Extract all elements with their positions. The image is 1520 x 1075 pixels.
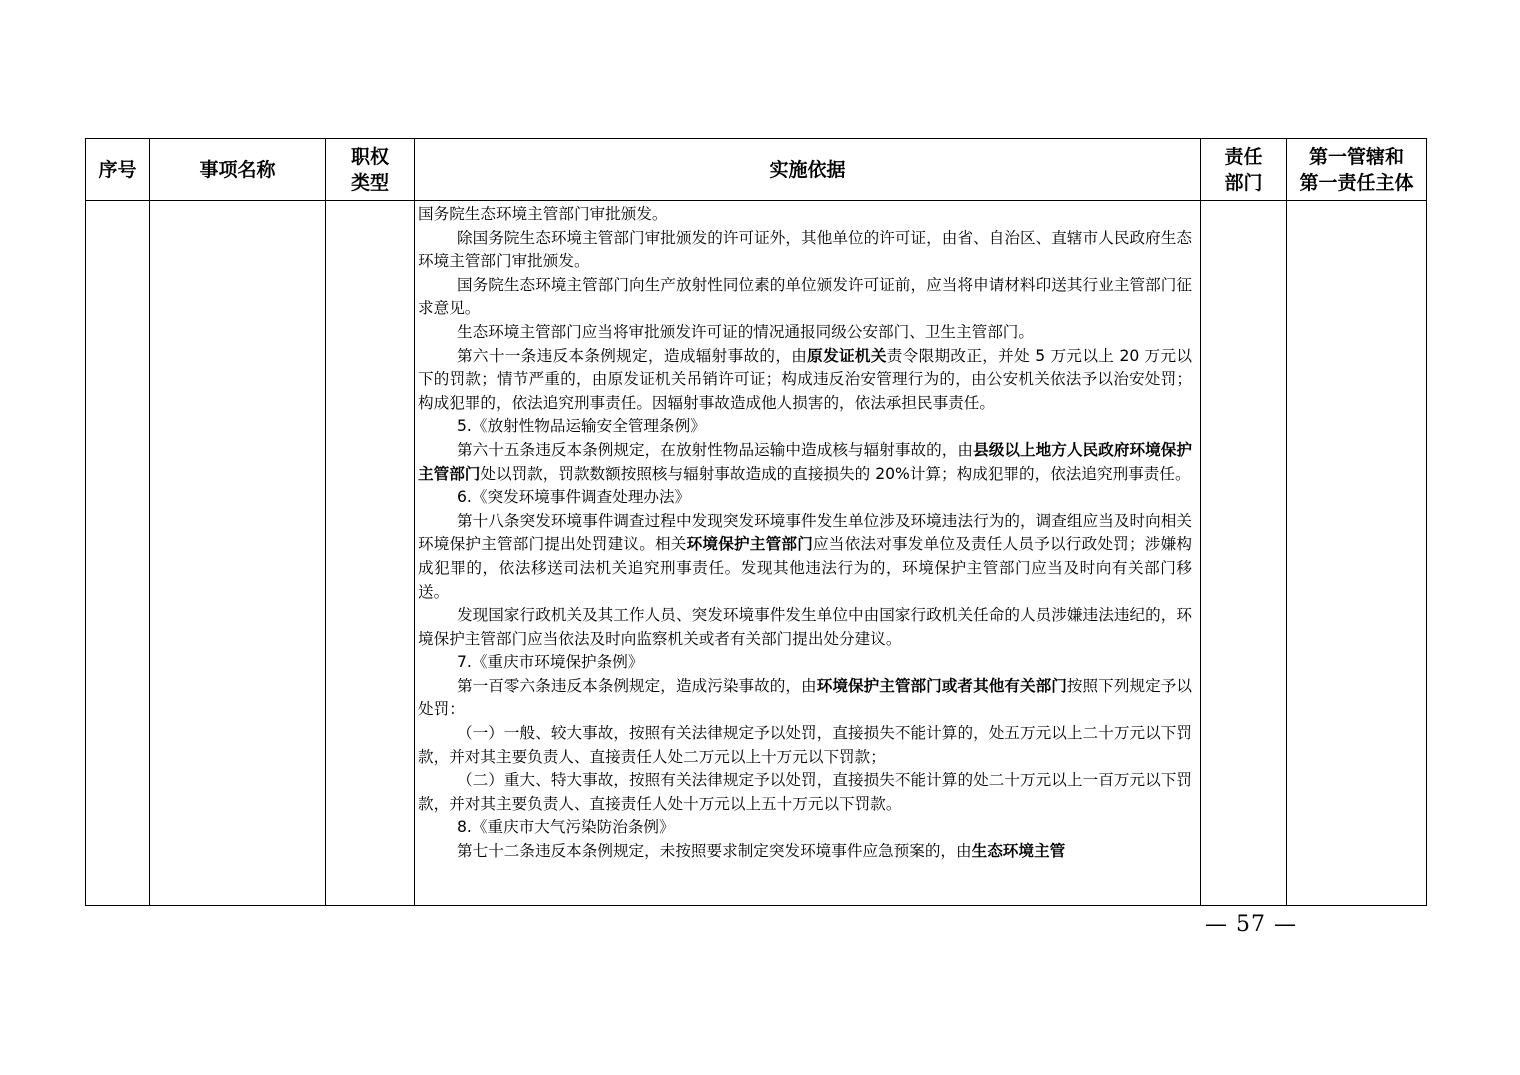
- basis-paragraph: 除国务院生态环境主管部门审批颁发的许可证外，其他单位的许可证，由省、自治区、直辖市人民政府生态环境主管部门审批颁发。: [418, 228, 1192, 271]
- header-subject-line1: 第一管辖和: [1308, 145, 1404, 168]
- basis-paragraph: [418, 345, 1192, 416]
- basis-text: [415, 201, 1200, 904]
- basis-text-span: 应当依法对事发单位及责任人员予以行政处罚；涉嫌构成犯罪的，依法移送司法机关追究刑事责任。发现其他违法行为的，环境保护主管部门应当及时向有关部门移送。: [418, 535, 1192, 601]
- header-seq-label: 序号: [98, 158, 137, 181]
- table-header-row: [86, 139, 1427, 201]
- basis-regulation-title: 5.《放射性物品运输安全管理条例》: [457, 417, 706, 436]
- basis-paragraph: 国务院生态环境主管部门向生产放射性同位素的单位颁发许可证前，应当将申请材料印送其行业主管部门征求意见。: [418, 275, 1192, 318]
- header-basis-label: 实施依据: [769, 158, 846, 181]
- basis-paragraph: 发现国家行政机关及其工作人员、突发环境事件发生单位中由国家行政机关任命的人员涉嫌违法违纪的，环境保护主管部门应当依法及时向监察机关或者有关部门提出处分建议。: [418, 606, 1192, 648]
- basis-text-span: 处以罚款，罚款数额按照核与辐射事故造成的直接损失的 20%计算；构成犯罪的，依法追究刑事责任。: [480, 464, 1191, 483]
- basis-text-span: 第一百零六条违反本条例规定，造成污染事故的，由: [457, 676, 817, 695]
- basis-paragraph: [418, 840, 1192, 864]
- basis-bold-authority: 原发证机关: [807, 346, 887, 365]
- basis-text-span: 第十八条突发环境事件调查过程中发现突发环境事件发生单位涉及环境违法行为的，调查组应当及时向相关环境保护主管部门提出处罚建议。相关: [418, 511, 1192, 554]
- header-responsible-dept: [1201, 139, 1287, 201]
- header-power-type-line2: 类型: [350, 171, 389, 194]
- basis-paragraph: （一）一般、较大事故，按照有关法律规定予以处罚，直接损失不能计算的，处五万元以上二十万元以下罚款，并对其主要负责人、直接责任人处二万元以上十万元以下罚款；: [418, 724, 1192, 766]
- basis-paragraph: 生态环境主管部门应当将审批颁发许可证的情况通报同级公安部门、卫生主管部门。: [457, 322, 1034, 341]
- basis-paragraph: [418, 675, 1192, 722]
- header-first-subject: [1287, 139, 1427, 201]
- header-subject-line2: 第一责任主体: [1299, 171, 1414, 194]
- basis-text-span: 第七十二条违反本条例规定，未按照要求制定突发环境事件应急预案的，由: [457, 842, 972, 861]
- header-power-type-line1: 职权: [350, 145, 389, 168]
- basis-regulation-title: 8.《重庆市大气污染防治条例》: [457, 818, 675, 837]
- basis-paragraph: [418, 439, 1192, 486]
- page-number: — 57 —: [1205, 912, 1297, 937]
- basis-text-span: 第六十五条违反本条例规定，在放射性物品运输中造成核与辐射事故的，由: [457, 440, 974, 459]
- basis-regulation-title: 6.《突发环境事件调查处理办法》: [457, 488, 691, 507]
- header-dept-line1: 责任: [1224, 145, 1263, 168]
- header-item-name-label: 事项名称: [199, 158, 276, 181]
- basis-bold-authority: 环境保护主管部门: [686, 535, 813, 554]
- basis-paragraph: 国务院生态环境主管部门审批颁发。: [418, 205, 668, 223]
- table-row: [86, 201, 1427, 906]
- basis-bold-authority: 生态环境主管: [971, 842, 1066, 861]
- basis-text-span: 第六十一条违反本条例规定，造成辐射事故的，由: [457, 346, 808, 365]
- cell-power-type: [326, 201, 415, 906]
- basis-regulation-title: 7.《重庆市环境保护条例》: [457, 653, 644, 672]
- cell-item-name: [150, 201, 326, 906]
- cell-first-subject: [1287, 201, 1427, 906]
- header-item-name: [150, 139, 326, 201]
- basis-paragraph: [418, 510, 1192, 604]
- enforcement-items-table: [85, 138, 1427, 906]
- cell-basis: [415, 201, 1201, 906]
- basis-paragraph: （二）重大、特大事故，按照有关法律规定予以处罚，直接损失不能计算的处二十万元以上一百万元以下罚款，并对其主要负责人、直接责任人处十万元以上五十万元以下罚款。: [418, 771, 1192, 813]
- cell-responsible-dept: [1201, 201, 1287, 906]
- header-dept-line2: 部门: [1224, 171, 1263, 194]
- cell-seq: [86, 201, 150, 906]
- header-basis: [415, 139, 1201, 201]
- basis-text-span: 责令限期改正，并处 5 万元以上 20 万元以下的罚款；情节严重的，由原发证机关吊销许可证；构成违反治安管理行为的，由公安机关依法予以治安处罚；构成犯罪的，依法追究刑事责任。因辐射事故造成他人损害的，依法承担民事责任。: [418, 346, 1192, 412]
- basis-bold-authority: 县级以上地方人民政府环境保护主管部门: [418, 440, 1192, 483]
- header-power-type: [326, 139, 415, 201]
- header-seq: [86, 139, 150, 201]
- basis-text-span: 按照下列规定予以处罚：: [418, 676, 1192, 719]
- basis-bold-authority: 环境保护主管部门或者其他有关部门: [816, 676, 1067, 695]
